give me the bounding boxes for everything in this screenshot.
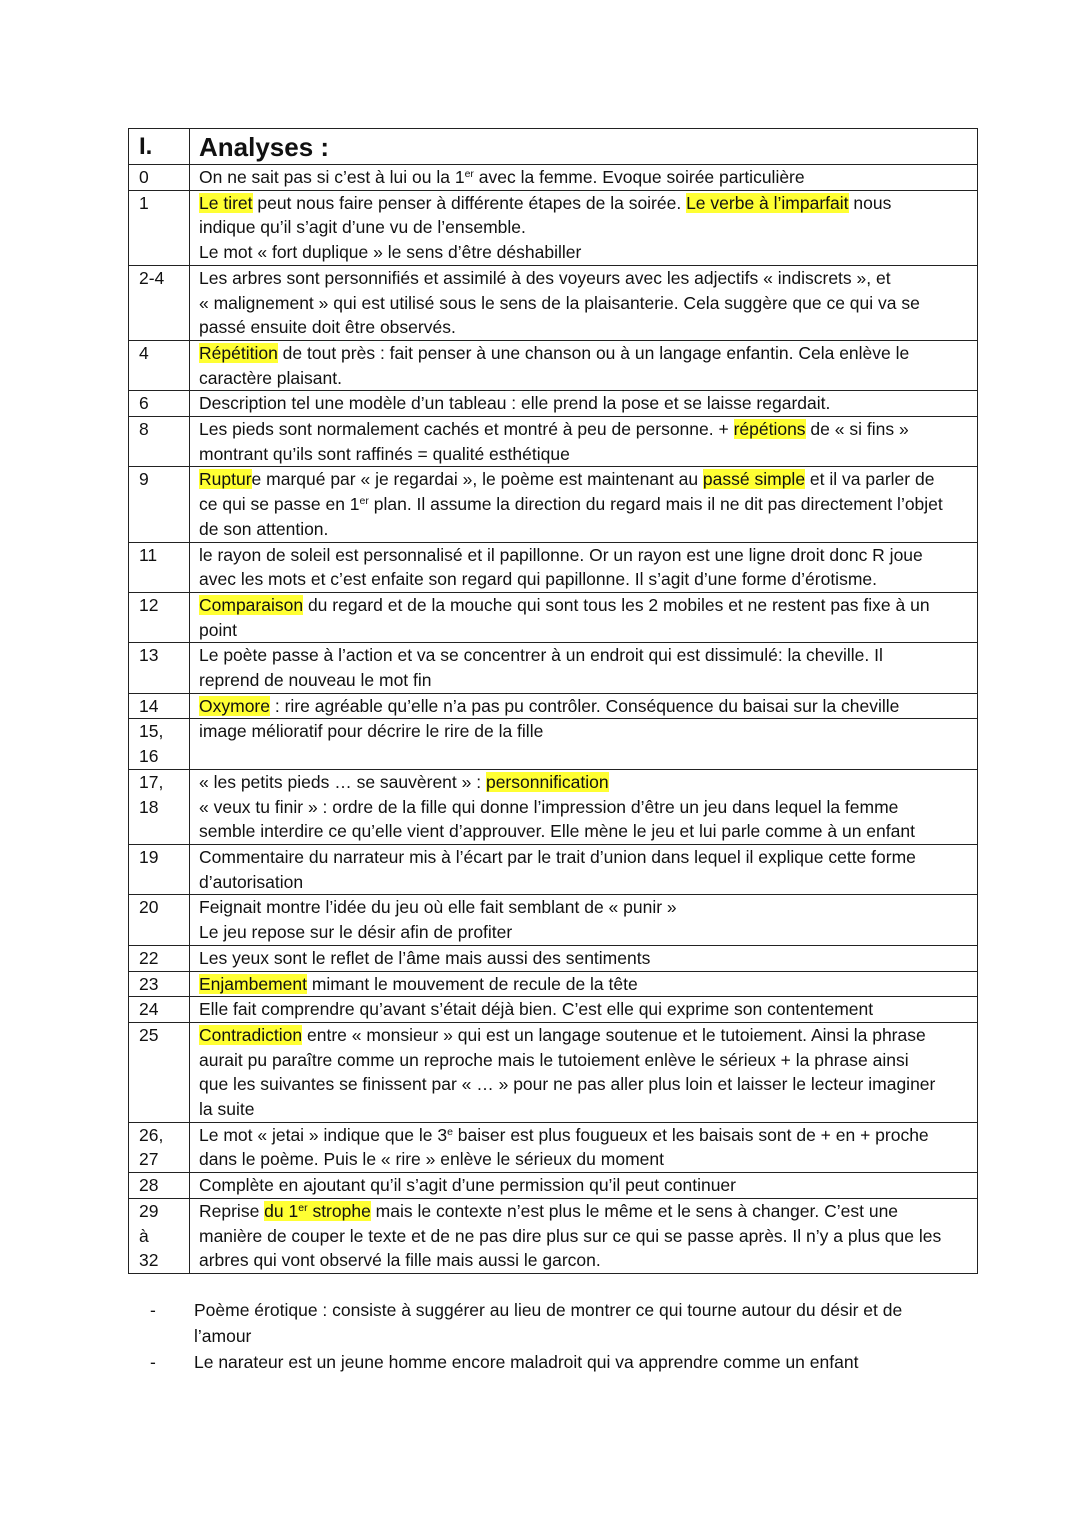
line-number bbox=[129, 997, 190, 1023]
line-number bbox=[129, 417, 190, 467]
analysis-line bbox=[199, 972, 971, 997]
analysis-text bbox=[190, 265, 978, 340]
table-row bbox=[129, 643, 978, 693]
analysis-line bbox=[199, 215, 971, 240]
analysis-line bbox=[199, 1072, 971, 1097]
text-segment: Le poète passe à l’action et va se concentrer à un endroit qui est dissimulé: la cheville. Il bbox=[199, 645, 883, 666]
superscript: er bbox=[298, 1202, 308, 1215]
analysis-line bbox=[199, 291, 971, 316]
analysis-text bbox=[190, 1173, 978, 1199]
text-segment: dans le poème. Puis le « rire » enlève le sérieux du moment bbox=[199, 1149, 664, 1170]
analysis-line bbox=[199, 165, 971, 190]
analysis-line bbox=[199, 997, 971, 1022]
analysis-text bbox=[190, 467, 978, 542]
table-row bbox=[129, 391, 978, 417]
analysis-line bbox=[199, 1097, 971, 1122]
table-row bbox=[129, 971, 978, 997]
table-row bbox=[129, 719, 978, 769]
highlighted-term: Le verbe à l’imparfait bbox=[686, 192, 849, 213]
text-segment: le rayon de soleil est personnalisé et il papillonne. Or un rayon est une ligne droit donc R joue bbox=[199, 544, 923, 565]
analysis-line bbox=[199, 719, 971, 744]
table-row bbox=[129, 265, 978, 340]
text-segment: de son attention. bbox=[199, 518, 329, 539]
line-number bbox=[129, 719, 190, 769]
line-number-text: 14 bbox=[139, 695, 159, 716]
line-number-text: 13 bbox=[139, 645, 159, 666]
line-number bbox=[129, 1173, 190, 1199]
analysis-line bbox=[199, 770, 971, 795]
analysis-text bbox=[190, 340, 978, 390]
analysis-line bbox=[199, 315, 971, 340]
text-segment: la suite bbox=[199, 1099, 255, 1120]
line-number-text: 24 bbox=[139, 999, 159, 1020]
section-number: I. bbox=[129, 129, 190, 165]
text-segment: Commentaire du narrateur mis à l’écart par le trait d’union dans lequel il explique cette forme bbox=[199, 846, 916, 867]
text-segment: caractère plaisant. bbox=[199, 367, 342, 388]
table-row bbox=[129, 844, 978, 894]
text-segment: ce qui se passe en 1 bbox=[199, 494, 360, 515]
note-text: Le narateur est un jeune homme encore maladroit qui va apprendre comme un enfant bbox=[194, 1352, 859, 1372]
table-row bbox=[129, 417, 978, 467]
text-segment: avec la femme. Evoque soirée particulière bbox=[473, 167, 805, 187]
text-segment: indique qu’il s’agit d’une vu de l’ensemble. bbox=[199, 217, 526, 238]
analysis-text bbox=[190, 693, 978, 719]
analysis-text bbox=[190, 1122, 978, 1172]
analysis-line bbox=[199, 341, 971, 366]
table-row bbox=[129, 945, 978, 971]
line-number bbox=[129, 769, 190, 844]
text-segment: que les suivantes se finissent par « … » pour ne pas aller plus loin et laisser le lecteur imaginer bbox=[199, 1074, 936, 1095]
text-segment: Elle fait comprendre qu’avant s’était déjà bien. C’est elle qui exprime son contentement bbox=[199, 999, 874, 1020]
text-segment: semble interdire ce qu’elle vient d’approuver. Elle mène le jeu et lui parle comme à un enfant bbox=[199, 821, 915, 842]
line-number bbox=[129, 265, 190, 340]
line-number bbox=[129, 643, 190, 693]
text-segment: entre « monsieur » qui est un langage soutenue et le tutoiement. Ainsi la phrase bbox=[302, 1024, 926, 1045]
table-row bbox=[129, 190, 978, 265]
highlighted-term: Répétition bbox=[199, 342, 278, 363]
analysis-line bbox=[199, 1123, 971, 1148]
line-number bbox=[129, 467, 190, 542]
analysis-text bbox=[190, 165, 978, 191]
line-number bbox=[129, 945, 190, 971]
line-number bbox=[129, 895, 190, 945]
analysis-line bbox=[199, 593, 971, 618]
line-number-text: 2-4 bbox=[139, 267, 165, 288]
text-segment: Reprise bbox=[199, 1200, 265, 1221]
analysis-line bbox=[199, 1248, 971, 1273]
analysis-line bbox=[199, 920, 971, 945]
analysis-line bbox=[199, 1147, 971, 1172]
analysis-line bbox=[199, 567, 971, 592]
analysis-text bbox=[190, 997, 978, 1023]
line-number bbox=[129, 165, 190, 191]
line-number-text: 0 bbox=[139, 167, 149, 187]
bullet-dash: - bbox=[150, 1352, 156, 1372]
note-text: l’amour bbox=[194, 1326, 252, 1346]
line-number-text: 25 bbox=[139, 1024, 159, 1045]
line-number-text: 12 bbox=[139, 594, 159, 615]
analysis-line bbox=[199, 191, 971, 216]
line-number-text: 17, bbox=[139, 771, 164, 792]
analysis-line bbox=[199, 1199, 971, 1224]
analysis-line bbox=[199, 266, 971, 291]
text-segment: d’autorisation bbox=[199, 871, 304, 892]
line-number-text: 28 bbox=[139, 1175, 159, 1196]
analysis-text bbox=[190, 391, 978, 417]
table-row bbox=[129, 340, 978, 390]
text-segment: mais le contexte n’est plus le même et le sens à changer. C’est une bbox=[370, 1200, 899, 1221]
analysis-line bbox=[199, 1173, 971, 1198]
analysis-line bbox=[199, 467, 971, 492]
line-number-text: 15, bbox=[139, 721, 164, 742]
analysis-line bbox=[199, 1048, 971, 1073]
line-number-text: à bbox=[139, 1225, 149, 1246]
line-number bbox=[129, 1122, 190, 1172]
note-text: Poème érotique : consiste à suggérer au lieu de montrer ce qui tourne autour du désir et de bbox=[194, 1300, 903, 1320]
analysis-text bbox=[190, 971, 978, 997]
analysis-line bbox=[199, 492, 971, 517]
text-segment: Les yeux sont le reflet de l’âme mais aussi des sentiments bbox=[199, 947, 651, 968]
text-segment: Feignait montre l’idée du jeu où elle fait semblant de « punir » bbox=[199, 897, 677, 918]
table-header-row bbox=[129, 129, 978, 165]
text-segment: Description tel une modèle d’un tableau : elle prend la pose et se laisse regardait. bbox=[199, 393, 831, 414]
text-segment: reprend de nouveau le mot fin bbox=[199, 670, 432, 691]
line-number-text: 19 bbox=[139, 846, 159, 867]
highlighted-term: personnification bbox=[485, 771, 609, 792]
text-segment: plan. Il assume la direction du regard mais il ne dit pas directement l’objet bbox=[368, 494, 943, 515]
text-segment: « malignement » qui est utilisé sous le sens de la plaisanterie. Cela suggère que ce qui va se bbox=[199, 292, 920, 313]
line-number-text: 23 bbox=[139, 973, 159, 994]
highlighted-term: Contradiction bbox=[199, 1024, 303, 1045]
text-segment: aurait pu paraître comme un reproche mais le tutoiement enlève le sérieux + la phrase ainsi bbox=[199, 1049, 909, 1070]
analysis-line bbox=[199, 668, 971, 693]
note-item bbox=[150, 1297, 970, 1349]
line-number bbox=[129, 693, 190, 719]
line-number-text: 16 bbox=[139, 746, 159, 767]
table-row bbox=[129, 895, 978, 945]
line-number-text: 27 bbox=[139, 1149, 159, 1170]
highlighted-term: du 1 bbox=[264, 1200, 299, 1221]
analysis-text bbox=[190, 643, 978, 693]
line-number-text: 1 bbox=[139, 192, 149, 213]
text-segment: Le mot « fort duplique » le sens d’être déshabiller bbox=[199, 242, 582, 263]
analysis-text bbox=[190, 945, 978, 971]
analysis-text bbox=[190, 592, 978, 642]
line-number bbox=[129, 844, 190, 894]
highlighted-term: répétions bbox=[733, 419, 806, 440]
text-segment: e marqué par « je regardai », le poème est maintenant au bbox=[251, 469, 703, 490]
analysis-text bbox=[190, 190, 978, 265]
table-row bbox=[129, 1022, 978, 1122]
section-title: Analyses : bbox=[190, 129, 978, 165]
highlighted-term: Comparaison bbox=[199, 594, 304, 615]
text-segment: point bbox=[199, 619, 237, 640]
highlighted-term bbox=[298, 1201, 307, 1221]
line-number-text: 29 bbox=[139, 1200, 159, 1221]
text-segment: arbres qui vont observé la fille mais aussi le garcon. bbox=[199, 1250, 601, 1271]
highlighted-term: passé simple bbox=[702, 469, 806, 490]
table-row bbox=[129, 542, 978, 592]
analysis-text bbox=[190, 719, 978, 769]
line-number bbox=[129, 542, 190, 592]
line-number-text: 32 bbox=[139, 1250, 159, 1271]
analysis-line bbox=[199, 366, 971, 391]
analysis-line bbox=[199, 870, 971, 895]
analysis-line bbox=[199, 643, 971, 668]
table-row bbox=[129, 1122, 978, 1172]
text-segment: On ne sait pas si c’est à lui ou la 1 bbox=[199, 167, 465, 187]
highlighted-term: Le tiret bbox=[199, 192, 253, 213]
analysis-line bbox=[199, 1023, 971, 1048]
line-number bbox=[129, 1022, 190, 1122]
text-segment: : rire agréable qu’elle n’a pas pu contrôler. Conséquence du baisai sur la cheville bbox=[269, 695, 900, 716]
text-segment: Complète en ajoutant qu’il s’agit d’une permission qu’il peut continuer bbox=[199, 1175, 736, 1196]
text-segment: baiser est plus fougueux et les baisais sont de + en + proche bbox=[452, 1124, 929, 1145]
analysis-line bbox=[199, 391, 971, 416]
table-row bbox=[129, 1198, 978, 1273]
analysis-text bbox=[190, 1198, 978, 1273]
line-number bbox=[129, 1198, 190, 1273]
text-segment: du regard et de la mouche qui sont tous les 2 mobiles et ne restent pas fixe à un bbox=[303, 594, 930, 615]
analysis-table bbox=[128, 128, 978, 1274]
bullet-dash: - bbox=[150, 1300, 156, 1320]
text-segment: passé ensuite doit être observés. bbox=[199, 317, 456, 338]
line-number-text: 9 bbox=[139, 469, 149, 490]
table-row bbox=[129, 467, 978, 542]
text-segment: image mélioratif pour décrire le rire de la fille bbox=[199, 721, 544, 742]
highlighted-term: strophe bbox=[307, 1200, 371, 1221]
text-segment: « veux tu finir » : ordre de la fille qui donne l’impression d’être un jeu dans lequel la femme bbox=[199, 796, 899, 817]
highlighted-term: Enjambement bbox=[199, 973, 307, 994]
line-number-text: 26, bbox=[139, 1124, 164, 1145]
analysis-line bbox=[199, 517, 971, 542]
analysis-line bbox=[199, 543, 971, 568]
table-row bbox=[129, 1173, 978, 1199]
superscript: er bbox=[464, 168, 474, 181]
line-number-text: 22 bbox=[139, 947, 159, 968]
table-row bbox=[129, 165, 978, 191]
analysis-text bbox=[190, 417, 978, 467]
analysis-line bbox=[199, 240, 971, 265]
line-number bbox=[129, 340, 190, 390]
analysis-line bbox=[199, 845, 971, 870]
analysis-line bbox=[199, 895, 971, 920]
analysis-line bbox=[199, 1224, 971, 1249]
text-segment: avec les mots et c’est enfaite son regard qui papillonne. Il s’agit d’une forme d’érotisme. bbox=[199, 569, 877, 590]
line-number bbox=[129, 592, 190, 642]
text-segment: de tout près : fait penser à une chanson ou à un langage enfantin. Cela enlève le bbox=[277, 342, 910, 363]
text-segment: et il va parler de bbox=[805, 469, 935, 490]
table-row bbox=[129, 769, 978, 844]
line-number-text: 18 bbox=[139, 796, 159, 817]
superscript: e bbox=[447, 1125, 453, 1138]
notes-list bbox=[150, 1297, 970, 1375]
line-number-text: 4 bbox=[139, 342, 149, 363]
text-segment: Le mot « jetai » indique que le 3 bbox=[199, 1124, 448, 1145]
text-segment: Le jeu repose sur le désir afin de profiter bbox=[199, 922, 513, 943]
highlighted-term: Oxymore bbox=[199, 695, 270, 716]
analysis-text bbox=[190, 769, 978, 844]
text-segment: nous bbox=[848, 192, 892, 213]
analysis-text bbox=[190, 1022, 978, 1122]
table-row bbox=[129, 592, 978, 642]
text-segment: « les petits pieds … se sauvèrent » : bbox=[199, 771, 486, 792]
analysis-line bbox=[199, 694, 971, 719]
highlighted-term: Ruptur bbox=[199, 469, 252, 490]
line-number bbox=[129, 190, 190, 265]
line-number bbox=[129, 391, 190, 417]
analysis-line bbox=[199, 618, 971, 643]
line-number-text: 11 bbox=[139, 544, 158, 565]
note-item bbox=[150, 1349, 970, 1375]
analysis-line bbox=[199, 442, 971, 467]
text-segment: manière de couper le texte et de ne pas dire plus sur ce qui se passe après. Il n’y a plus que les bbox=[199, 1225, 942, 1246]
text-segment: Les pieds sont normalement cachés et montré à peu de personne. + bbox=[199, 419, 734, 440]
analysis-line bbox=[199, 795, 971, 820]
analysis-line bbox=[199, 819, 971, 844]
text-segment: mimant le mouvement de recule de la tête bbox=[306, 973, 638, 994]
line-number-text: 20 bbox=[139, 897, 159, 918]
text-segment: peut nous faire penser à différente étapes de la soirée. bbox=[252, 192, 687, 213]
line-number-text: 8 bbox=[139, 419, 149, 440]
line-number-text: 6 bbox=[139, 393, 149, 414]
line-number bbox=[129, 971, 190, 997]
analysis-line bbox=[199, 946, 971, 971]
text-segment: de « si fins » bbox=[805, 419, 909, 440]
table-row bbox=[129, 693, 978, 719]
analysis-line bbox=[199, 417, 971, 442]
analysis-text bbox=[190, 542, 978, 592]
analysis-text bbox=[190, 844, 978, 894]
table-row bbox=[129, 997, 978, 1023]
text-segment: montrant qu’ils sont raffinés = qualité esthétique bbox=[199, 443, 570, 464]
superscript: er bbox=[359, 495, 369, 508]
text-segment: Les arbres sont personnifiés et assimilé à des voyeurs avec les adjectifs « indiscrets », et bbox=[199, 267, 891, 288]
analysis-text bbox=[190, 895, 978, 945]
